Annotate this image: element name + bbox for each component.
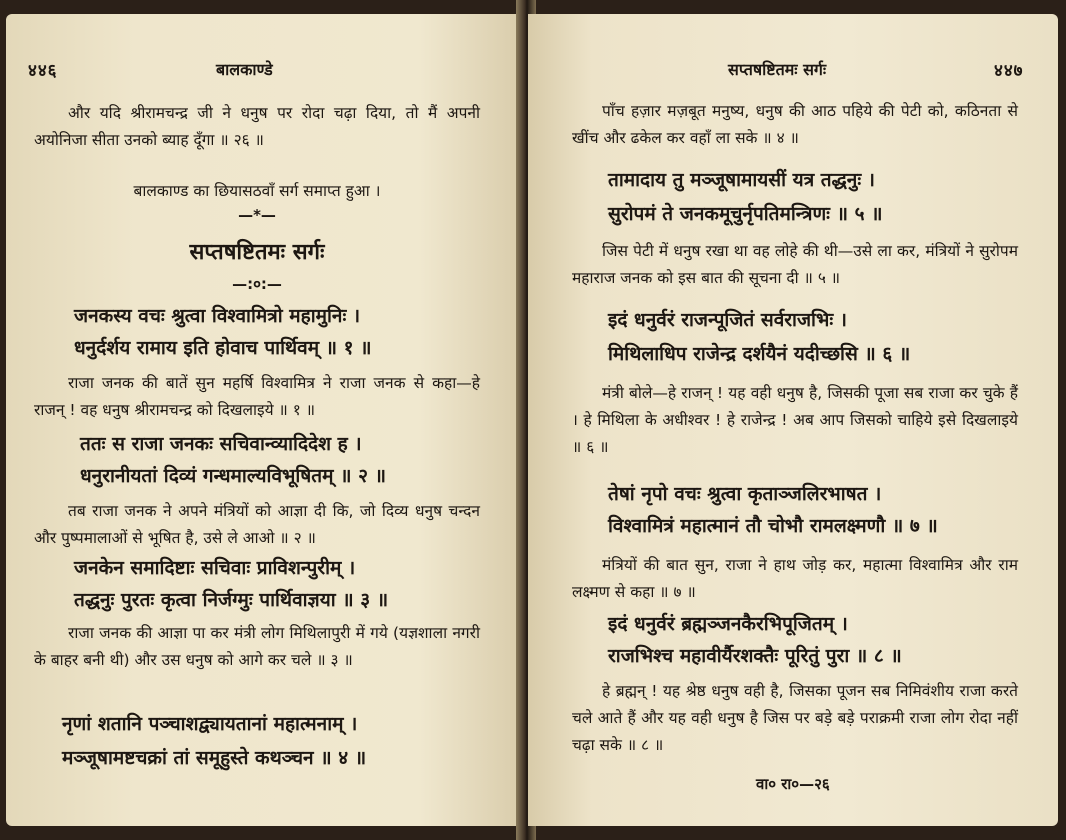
verse-3a: जनकेन समादिष्टाः सचिवाः प्राविशन्पुरीम् ।	[74, 557, 356, 579]
left-page-number: ४४६	[28, 61, 58, 81]
verse-1a: जनकस्य वचः श्रुत्वा विश्वामित्रो महामुनिः ।	[74, 305, 361, 327]
verse-8b: राजभिश्च महावीर्यैरशक्तैः पूरितुं पुरा ॥ ८ ॥	[608, 645, 902, 667]
verse-7b: विश्वामित्रं महात्मानं तौ चोभौ रामलक्ष्मणौ ॥ ७ ॥	[608, 515, 938, 537]
verse-3b: तद्धनुः पुरतः कृत्वा निर्जग्मुः पार्थिवाज्ञया ॥ ३ ॥	[74, 589, 389, 611]
translation-4: पाँच हज़ार मज़बूत मनुष्य, धनुष की आठ पहिये की पेटी को, कठिनता से खींच और ढकेल कर वहाँ ला सके ॥ ४ ॥	[572, 102, 1018, 147]
left-running-head: बालकाण्डे	[216, 60, 273, 79]
translation-3: राजा जनक की आज्ञा पा कर मंत्री लोग मिथिलापुरी में गये (यज्ञशाला नगरी के बाहर बनी थी) और उस धनुष को आगे कर चले ॥ ३ ॥	[34, 624, 480, 669]
translation-7: मंत्रियों की बात सुन, राजा ने हाथ जोड़ कर, महात्मा विश्वामित्र और राम लक्ष्मण से कहा ॥ ७ ॥	[572, 556, 1019, 601]
translation-5: जिस पेटी में धनुष रखा था वह लोहे की थी—उसे ला कर, मंत्रियों ने सुरोपम महाराज जनक को इस बात की सूचना दी ॥ ५ ॥	[572, 242, 1018, 287]
colophon: बालकाण्ड का छियासठवाँ सर्ग समाप्त हुआ ।	[133, 182, 381, 200]
verse-4b: मञ्जूषामष्टचक्रां तां समूहुस्ते कथञ्चन ॥ ४ ॥	[62, 747, 367, 769]
translation-2: तब राजा जनक ने अपने मंत्रियों को आज्ञा दी कि, जो दिव्य धनुष चन्दन और पुष्पमालाओं से भूषित है, उसे ले आओ ॥ २ ॥	[34, 502, 480, 547]
verse-4a: नृणां शतानि पञ्चाशद्व्यायतानां महात्मनाम् ।	[62, 713, 358, 735]
verse-6a: इदं धनुर्वरं राजन्पूजितं सर्वराजभिः ।	[608, 309, 847, 331]
verse-5a: तामादाय तु मञ्जूषामायसीं यत्र तद्धनुः ।	[608, 169, 876, 191]
verse-2b: धनुरानीयतां दिव्यं गन्धमाल्यविभूषितम् ॥ २ ॥	[80, 465, 386, 487]
translation-6: मंत्री बोले—हे राजन् ! यह वही धनुष है, जिसकी पूजा सब राजा कर चुके हैं । हे मिथिला के अधीश्वर ! हे राजेन्द्र ! अब आप जिसको चाहिये इसे दिखलाइये ॥ ६ ॥	[572, 384, 1018, 456]
verse-5b: सुरोपमं ते जनकमूचुर्नृपतिमन्त्रिणः ॥ ५ ॥	[608, 203, 883, 225]
verse-8a: इदं धनुर्वरं ब्रह्मञ्जनकैरभिपूजितम् ।	[608, 613, 848, 635]
sub-ornament-divider: —:०:—	[232, 275, 282, 293]
translation-8: हे ब्रह्मन् ! यह श्रेष्ठ धनुष वही है, जिसका पूजन सब निमिवंशीय राजा करते चले आते हैं और यह वही धनुष है जिस पर बड़े बड़े पराक्रमी राजा लोग रोदा नहीं चढ़ा सके ॥ ८ ॥	[572, 682, 1018, 754]
footer-signature: वा० रा०—२६	[756, 775, 830, 793]
ornament-divider: —*—	[238, 206, 276, 224]
left-top-paragraph: और यदि श्रीरामचन्द्र जी ने धनुष पर रोदा चढ़ा दिया, तो मैं अपनी अयोनिजा सीता उनको ब्याह दूँगा ॥ २६ ॥	[34, 104, 480, 149]
sarga-title: सप्तषष्टितमः सर्गः	[189, 240, 325, 265]
verse-7a: तेषां नृपो वचः श्रुत्वा कृताञ्जलिरभाषत ।	[608, 483, 882, 505]
translation-1: राजा जनक की बातें सुन महर्षि विश्वामित्र ने राजा जनक से कहा—हे राजन् ! वह धनुष श्रीरामचन्द्र को दिखलाइये ॥ १ ॥	[34, 374, 480, 419]
verse-1b: धनुर्दर्शय रामाय इति होवाच पार्थिवम् ॥ १ ॥	[74, 337, 372, 359]
verse-2a: ततः स राजा जनकः सचिवान्व्यादिदेश ह ।	[80, 433, 362, 455]
right-page	[528, 14, 1058, 826]
left-page	[6, 14, 522, 826]
verse-6b: मिथिलाधिप राजेन्द्र दर्शयैनं यदीच्छसि ॥ ६ ॥	[608, 343, 911, 365]
right-running-head: सप्तषष्टितमः सर्गः	[728, 60, 827, 79]
right-page-number: ४४७	[994, 61, 1024, 81]
